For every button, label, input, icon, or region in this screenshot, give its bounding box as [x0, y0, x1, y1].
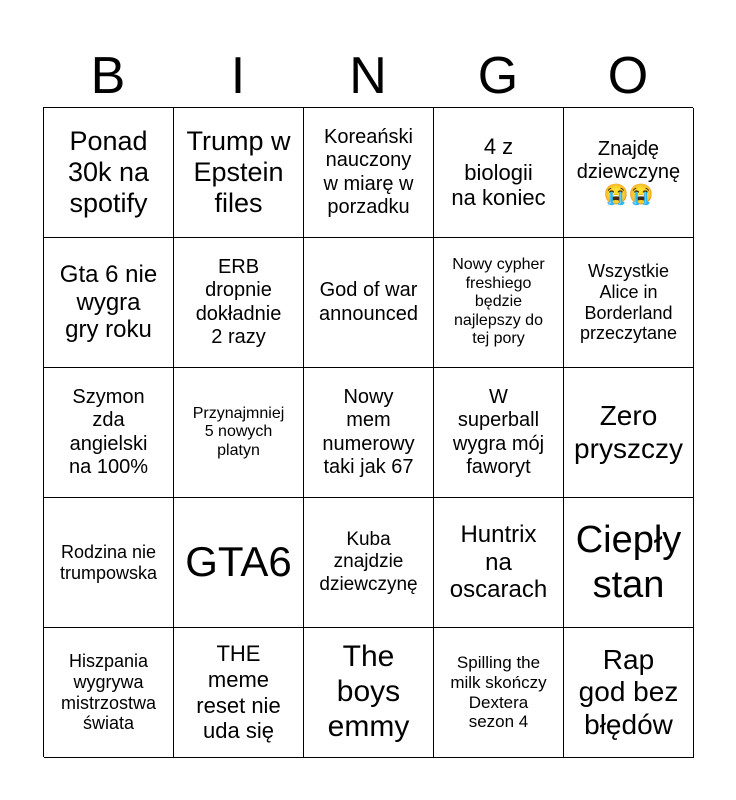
bingo-cell[interactable] [304, 368, 434, 498]
cell-text: Gta 6 nie wygra gry roku [59, 260, 158, 344]
header-letter-n: N [349, 47, 387, 105]
cell-text: Spilling the milk skończy Dextera sezon 4 [450, 653, 547, 732]
bingo-cell[interactable] [434, 238, 564, 368]
cell-text: Szymon zda angielski na 100% [69, 386, 148, 478]
cell-text: Kuba znajdzie dziewczynę [319, 529, 418, 595]
bingo-cell[interactable] [564, 628, 694, 758]
cell-text: Ponad 30k na spotify [67, 125, 150, 219]
bingo-cell[interactable] [434, 108, 564, 238]
cell-text: ERB dropnie dokładnie 2 razy [195, 256, 282, 348]
cell-text: Zero pryszczy [574, 400, 683, 464]
bingo-cell[interactable] [434, 368, 564, 498]
bingo-cell[interactable] [564, 108, 694, 238]
cell-text: Wszystkie Alice in Borderland przeczytane [579, 260, 678, 344]
bingo-cell[interactable] [174, 108, 304, 238]
cell-text: GTA6 [185, 538, 292, 586]
cell-text: Znajdę dziewczynę 😭😭 [576, 137, 681, 207]
cell-text: God of war announced [319, 279, 418, 325]
bingo-cell[interactable] [304, 498, 434, 628]
bingo-cell[interactable] [564, 498, 694, 628]
header-letter-b: B [90, 47, 126, 105]
bingo-cell[interactable] [304, 628, 434, 758]
bingo-header [43, 44, 693, 108]
bingo-cell[interactable] [434, 628, 564, 758]
bingo-cell[interactable] [174, 498, 304, 628]
cell-text: Huntrix na oscarach [449, 520, 548, 604]
bingo-cell[interactable] [564, 238, 694, 368]
bingo-cell[interactable] [44, 368, 174, 498]
cell-text: Rodzina nie trumpowska [59, 541, 158, 583]
cell-text: Nowy cypher freshiego będzie najlepszy do tej pory [452, 256, 545, 348]
bingo-cell[interactable] [174, 368, 304, 498]
bingo-cell[interactable] [44, 238, 174, 368]
cell-text: Przynajmniej 5 nowych platyn [192, 404, 285, 459]
cell-text: The boys emmy [327, 640, 410, 743]
bingo-cell[interactable] [304, 238, 434, 368]
cell-text: W superball wygra mój faworyt [452, 386, 545, 478]
bingo-cell[interactable] [44, 498, 174, 628]
cell-text: Trump w Epstein files [186, 125, 291, 219]
header-letter-o: O [607, 47, 649, 105]
cell-text: Nowy mem numerowy taki jak 67 [322, 386, 415, 478]
bingo-cell[interactable] [174, 238, 304, 368]
cell-text: Rap god bez błędów [578, 643, 679, 740]
cell-text: 4 z biologii na koniec [451, 134, 546, 211]
bingo-cell[interactable] [44, 108, 174, 238]
cell-text: THE meme reset nie uda się [196, 641, 281, 744]
bingo-cell[interactable] [304, 108, 434, 238]
bingo-board [43, 107, 693, 757]
header-letter-g: G [477, 47, 519, 105]
cell-text: Koreański nauczony w miarę w porzadku [323, 126, 414, 218]
bingo-cell[interactable] [44, 628, 174, 758]
cell-text: Hiszpania wygrywa mistrzostwa świata [60, 650, 156, 734]
bingo-cell[interactable] [174, 628, 304, 758]
bingo-cell[interactable] [564, 368, 694, 498]
header-letter-i: I [230, 47, 246, 105]
bingo-cell[interactable] [434, 498, 564, 628]
cell-text: Ciepły stan [575, 519, 682, 606]
